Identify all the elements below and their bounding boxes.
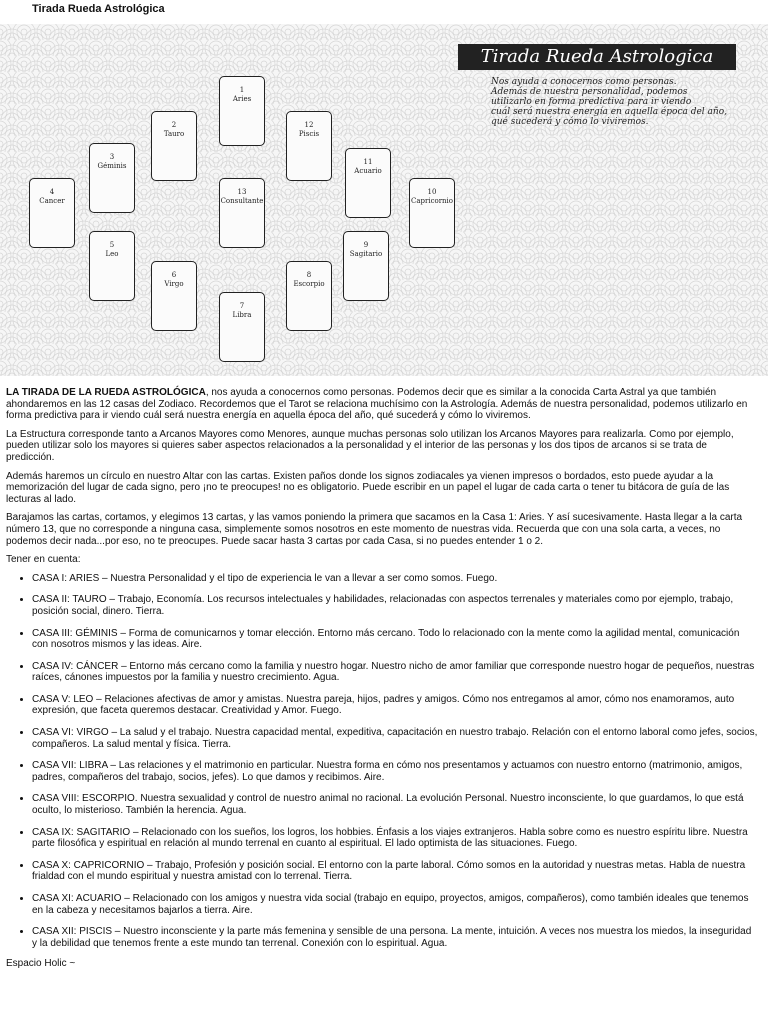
card-position-9: 9 Sagitario <box>343 231 389 301</box>
paragraph: Además haremos un círculo en nuestro Altar con las cartas. Existen paños donde los signos zodiacales ya vienen impresos o bordados, esto puede ayudar a la memorización del lugar de cada signo, pero ¡no te preocupes! no es obligatorio. Puede escribir en un papel el lugar de cada carta o tener tu bitácora de guía de las lecturas al lado. <box>6 470 730 505</box>
spread-description: Nos ayuda a conocernos como personas. Además de nuestra personalidad, podemos utilizarlo en forma predictiva para ir viendo cuál será nuestra energía en aquella época del año, qué sucederá y cómo lo viviremos. <box>491 77 727 127</box>
list-item: • CASA XII: PISCIS – Nuestro inconsciente y la parte más femenina y sensible de una persona. La mente, intuición. A veces nos muestra los miedos, la inseguridad y la debilidad que tenemos frente a este mundo tan terrenal. Conexión con lo espiritual. Agua. <box>32 926 758 949</box>
houses-list <box>6 573 758 950</box>
card-position-2: 2 Tauro <box>151 111 197 181</box>
card-position-11: 11 Acuario <box>345 148 391 218</box>
card-position-7: 7 Libra <box>219 292 265 362</box>
list-item: • CASA V: LEO – Relaciones afectivas de amor y amistas. Nuestra pareja, hijos, padres y amigos. Cómo nos entregamos al amor, cómo nos enamoramos, auto expresión, que faceta queremos destacar. Creatividad y Amor. Fuego. <box>32 694 758 717</box>
list-item: • CASA I: ARIES – Nuestra Personalidad y el tipo de experiencia le van a llevar a ser como somos. Fuego. <box>32 573 758 585</box>
paragraph: Barajamos las cartas, cortamos, y elegimos 13 cartas, y las vamos poniendo la primera que sacamos en la Casa 1: Aries. Y así sucesivamente. Hasta llegar a la carta número 13, que no corresponde a ninguna casa, simplemente somos nosotros en este momento de nuestras vida. Recuerda que con una sola carta, a veces, no podemos decir nada...por eso, no te preocupes. Puede sacar hasta 3 cartas por cada Casa, si no puedes entender 1 o 2. <box>6 512 743 547</box>
paragraph: La Estructura corresponde tanto a Arcanos Mayores como Menores, aunque muchas personas solo utilizan los Arcanos Mayores para realizarla. Como por ejemplo, pueden utilizar solo los mayores si quieres saber aspectos relacionados a la personalidad y el interior de las personas y los dos tipos de arcanos si se trata de predicción. <box>6 428 734 463</box>
list-item: • CASA VI: VIRGO – La salud y el trabajo. Nuestra capacidad mental, expeditiva, capacitación en nuestro trabajo. Relación con el entorno laboral como jefes, socios, compañeros. La salud mental y física. Tierra. <box>32 727 758 750</box>
list-item: • CASA II: TAURO – Trabajo, Economía. Los recursos intelectuales y habilidades, relacionadas con aspectos terrenales y materiales como por ejemplo, trabajo, posición social, dinero. Tierra. <box>32 594 758 617</box>
list-item: • CASA IX: SAGITARIO – Relacionado con los sueños, los logros, los hobbies. Énfasis a los viajes extranjeros. Habla sobre como es nuestro espíritu libre. Nuestra parte filosófica y espiritual en relación al mundo terrenal en cuanto al espiritual. El lado optimista de las situaciones. Fuego. <box>32 827 758 850</box>
card-position-1: 1 Aries <box>219 76 265 146</box>
spread-illustration <box>0 24 768 376</box>
card-position-6: 6 Virgo <box>151 261 197 331</box>
spread-banner-title: Tirada Rueda Astrologica <box>458 44 736 70</box>
list-intro: Tener en cuenta: <box>6 554 81 566</box>
card-position-3: 3 Géminis <box>89 143 135 213</box>
list-item: • CASA IV: CÁNCER – Entorno más cercano como la familia y nuestro hogar. Nuestro nicho de amor familiar que corresponde nuestro hogar de pequeños, nuestras raíces, cánones impuestos por la familia y nuestro crecimiento. Agua. <box>32 661 758 684</box>
list-item: • CASA III: GÉMINIS – Forma de comunicarnos y tomar elección. Entorno más cercano. Todo lo relacionado con la mente como la agilidad mental, comunicación con nosotros mismos y las ideas. Aire. <box>32 628 758 651</box>
card-position-10: 10 Capricornio <box>409 178 455 248</box>
list-item: • CASA VIII: ESCORPIO. Nuestra sexualidad y control de nuestro animal no racional. La evolución Personal. Nuestro inconsciente, lo que guardamos, lo que está oculto, lo misterioso. También la herencia. Agua. <box>32 793 758 816</box>
card-position-12: 12 Piscis <box>286 111 332 181</box>
list-item: • CASA XI: ACUARIO – Relacionado con los amigos y nuestra vida social (trabajo en equipo, proyectos, amigos, compañeros), como también ideales que tenemos en la cabeza y necesitamos bajarlos a tierra. Aire. <box>32 893 758 916</box>
footer-signature: Espacio Holic ~ <box>6 958 76 970</box>
article-body <box>6 387 758 977</box>
card-position-5: 5 Leo <box>89 231 135 301</box>
card-position-13: 13 Consultante <box>219 178 265 248</box>
list-item: • CASA VII: LIBRA – Las relaciones y el matrimonio en particular. Nuestra forma en cómo nos presentamos y actuamos con nuestro entorno (matrimonio, amigos, padres, compañeros del trabajo, socios, jefes). Lo que damos y recibimos. Aire. <box>32 760 758 783</box>
card-position-4: 4 Cancer <box>29 178 75 248</box>
intro-paragraph: LA TIRADA DE LA RUEDA ASTROLÓGICA, nos ayuda a conocernos como personas. Podemos decir que es similar a la conocida Carta Astral ya que también ahondaremos en las 12 casas del Zodiaco. Recordemos que el Tarot se relaciona muchísimo con la Astrología. Además de nuestra personalidad, podemos utilizarlo en forma predictiva para ir viendo cuál será nuestra energía en aquella época del año, qué sucederá y cómo lo viviremos. <box>6 387 748 422</box>
page-title: Tirada Rueda Astrológica <box>32 3 165 15</box>
card-position-8: 8 Escorpio <box>286 261 332 331</box>
list-item: • CASA X: CAPRICORNIO – Trabajo, Profesión y posición social. El entorno con la parte laboral. Cómo somos en la autoridad y nuestras metas. Habla de nuestra frialdad con el mundo espiritual y nuestra amistad con lo terrenal. Tierra. <box>32 860 758 883</box>
